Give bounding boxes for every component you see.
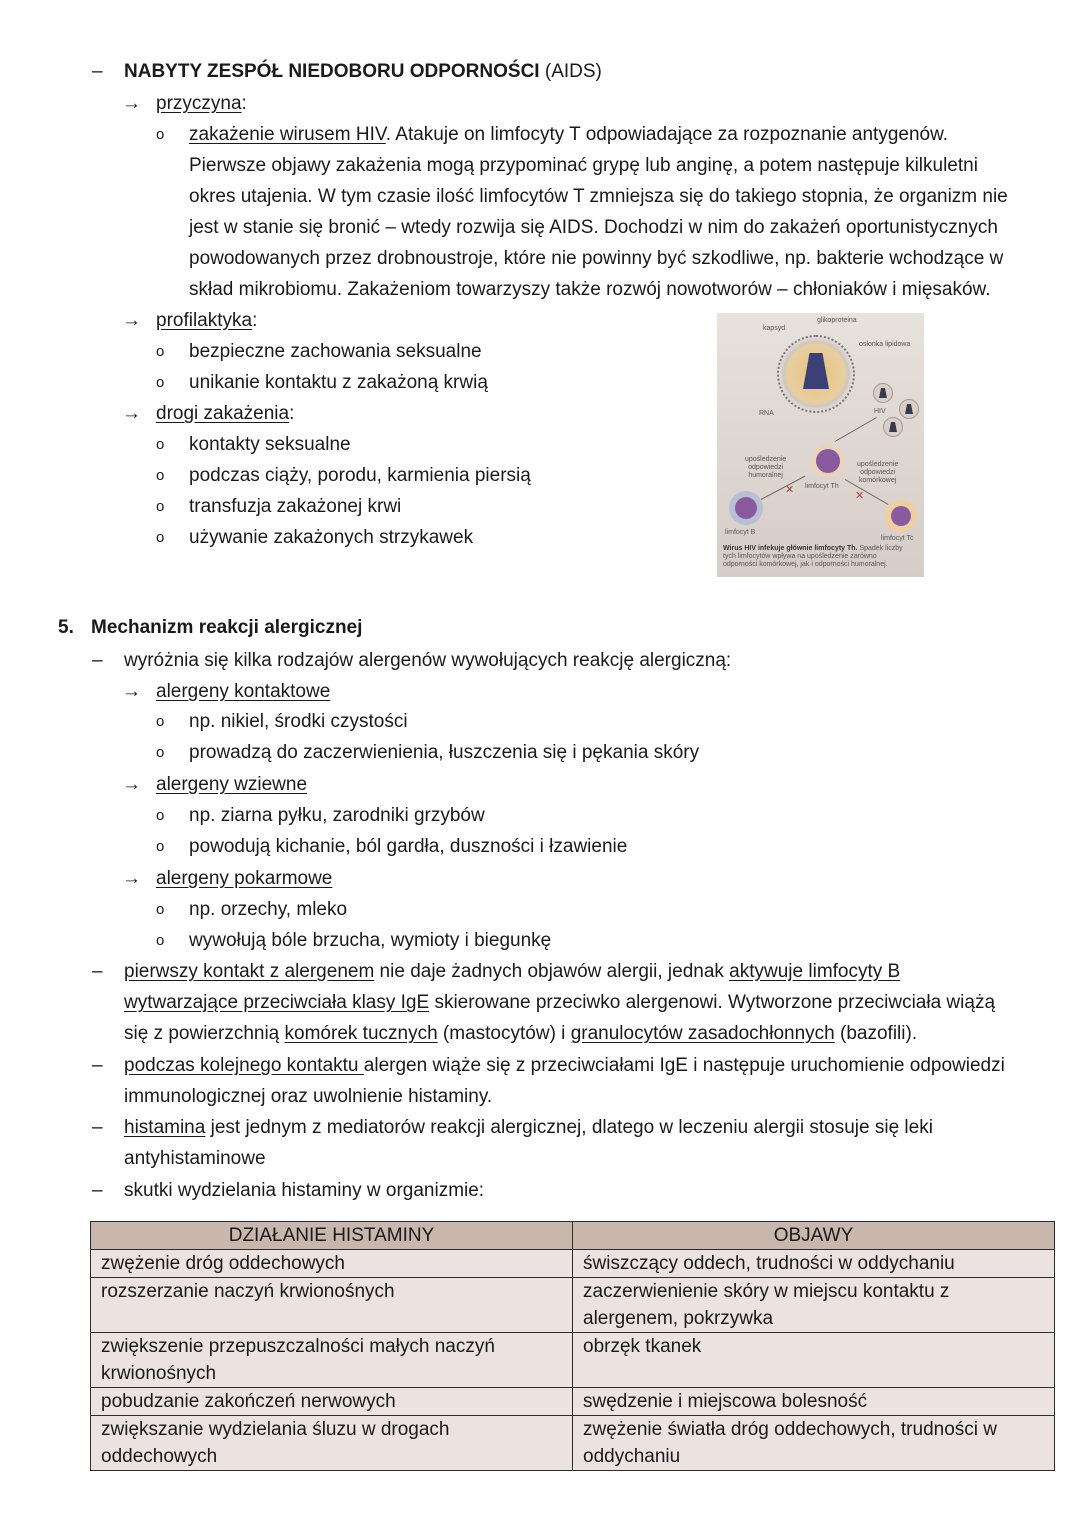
table-header: DZIAŁANIE HISTAMINY [91,1222,573,1250]
circle-bullet: o [156,343,165,360]
colon: : [241,93,247,114]
first-contact-line-1 [124,956,900,987]
lymphocyte-tc-illustration [885,500,917,532]
histamine-line-2: antyhistaminowe [124,1148,266,1169]
allergen-item: np. ziarna pyłku, zarodniki grzybów [189,805,485,826]
caption-text: Spadek liczby [857,545,903,552]
routes-label-text: drogi zakażenia [156,403,290,424]
capsid-shape [803,353,829,389]
allergen-item: np. nikiel, środki czystości [189,711,408,732]
cause-line-1 [189,119,948,150]
colon: : [289,403,295,424]
dash-bullet: – [92,1117,103,1138]
underlined-phrase: pierwszy kontakt z alergenem [124,961,375,982]
fig-label-hiv: HIV [874,408,886,415]
table-header: OBJAWY [573,1222,1055,1250]
allergen-group-food: alergeny pokarmowe [156,868,333,889]
effects-intro: skutki wydzielania histaminy w organizmie: [124,1180,485,1201]
circle-bullet: o [156,436,165,453]
circle-bullet: o [156,498,165,515]
hiv-particle-icon [899,399,919,419]
arrow-line [835,417,877,442]
allergen-item: powodują kichanie, ból gardła, duszności i łzawienie [189,836,628,857]
circle-bullet: o [156,901,165,918]
cause-line-6: skład mikrobiomu. Zakażeniom towarzyszy także rozwój nowotworów – chłoniaków i mięsaków. [189,279,991,300]
fig-label-glycoprotein: glikoproteina [817,317,857,324]
dash-bullet: – [92,1180,103,1201]
table-cell: zaczerwienienie skóry w miejscu kontaktu z alergenem, pokrzywka [573,1278,1055,1333]
cause-line-5: powodowanych przez drobnoustroje, które nie powinny być szkodliwe, np. bakterie wchodzące w [189,248,1004,269]
fig-label-capsid: kapsyd [763,325,786,332]
first-contact-line-2 [124,987,995,1018]
text: się z powierzchnią [124,1023,285,1044]
text: jest jednym z mediatorów reakcji alergicznej, dlatego w leczeniu alergii stosuje się leki [205,1117,933,1138]
underlined-phrase: komórek tucznych [284,1023,438,1044]
fig-label-humoral [745,456,786,480]
dash-bullet: – [92,1055,103,1076]
underlined-phrase: aktywuje limfocyty B [729,961,901,982]
circle-bullet: o [156,744,165,761]
prevention-label [156,305,257,336]
section-title: Mechanizm reakcji alergicznej [91,617,363,638]
hiv-particle-icon [883,417,903,437]
fig-text: odpowiedzi [748,464,784,471]
underlined-phrase: podczas kolejnego kontaktu [124,1055,364,1076]
blocked-cross-icon: ✕ [785,484,795,496]
circle-bullet: o [156,838,165,855]
cause-line-3: okres utajenia. W tym czasie ilość limfocytów T zmniejsza się do takiego stopnia, że organizm nie [189,186,1008,207]
text: nie daje żadnych objawów alergii, jednak [374,961,730,982]
circle-bullet: o [156,126,165,143]
allergen-group-contact: alergeny kontaktowe [156,681,331,702]
fig-label-lipid-envelope: osłonka lipidowa [859,341,911,348]
route-item: transfuzja zakażonej krwi [189,496,402,517]
circle-bullet: o [156,467,165,484]
text: alergen wiąże się z przeciwciałami IgE i następuje uruchomienie odpowiedzi [363,1055,1005,1076]
table-cell: świszczący oddech, trudności w oddychaniu [573,1250,1055,1278]
dash-bullet: – [92,961,103,982]
arrow-bullet: → [122,310,141,331]
fig-text: upośledzenie [745,456,787,463]
fig-label-rna: RNA [759,410,774,417]
table-row [91,1333,1055,1388]
colon: : [252,310,258,331]
table-cell: pobudzanie zakończeń nerwowych [91,1388,573,1416]
allergen-item: wywołują bóle brzucha, wymioty i biegunkę [189,930,552,951]
caption-text: tych limfocytów wpływa na upośledzenie zarówno [723,553,877,560]
arrow-bullet: → [122,403,141,424]
next-contact-line-2: immunologicznej oraz uwolnienie histaminy. [124,1086,493,1107]
table-cell: zwiększanie wydzielania śluzu w drogach oddechowych [91,1416,573,1471]
prevention-item: unikanie kontaktu z zakażoną krwią [189,372,488,393]
table-cell: swędzenie i miejscowa bolesność [573,1388,1055,1416]
text: skierowane przeciwko alergenowi. Wytworzone przeciwciała wiążą [429,992,996,1013]
histamine-line-1 [124,1112,933,1143]
aids-heading [124,56,602,87]
cause-label [156,88,247,119]
arrow-bullet: → [122,868,141,889]
caption-text: odporności komórkowej, jak i odporności humoralnej. [723,561,888,568]
dash-bullet: – [92,650,103,671]
table-row [91,1250,1055,1278]
next-contact-line-1 [124,1050,1005,1081]
circle-bullet: o [156,529,165,546]
lymphocyte-th-illustration [811,444,845,478]
circle-bullet: o [156,713,165,730]
underlined-phrase: granulocytów zasadochłonnych [570,1023,835,1044]
arrow-bullet: → [122,681,141,702]
allergen-intro: wyróżnia się kilka rodzajów alergenów wywołujących reakcję alergiczną: [124,650,732,671]
hiv-particle-icon [873,383,893,403]
circle-bullet: o [156,807,165,824]
lymphocyte-b-illustration [729,491,763,525]
text: (bazofili). [834,1023,918,1044]
routes-label [156,398,294,429]
route-item: kontakty seksualne [189,434,351,455]
arrow-bullet: → [122,774,141,795]
route-item: podczas ciąży, porodu, karmienia piersią [189,465,531,486]
cause-label-text: przyczyna [156,93,242,114]
prevention-label-text: profilaktyka [156,310,253,331]
cause-line-1-rest: . Atakuje on limfocyty T odpowiadające za rozpoznanie antygenów. [385,124,949,145]
fig-label-cellular [857,461,898,485]
figure-caption [723,545,903,569]
allergen-item: prowadzą do zaczerwienienia, łuszczenia się i pękania skóry [189,742,700,763]
hiv-virion-illustration [777,335,855,413]
blocked-cross-icon: ✕ [855,490,865,502]
table-cell: rozszerzanie naczyń krwionośnych [91,1278,573,1333]
circle-bullet: o [156,932,165,949]
table-header-row [91,1222,1055,1250]
table-cell: zwiększenie przepuszczalności małych naczyń krwionośnych [91,1333,573,1388]
table-row [91,1416,1055,1471]
table-row [91,1278,1055,1333]
allergen-group-inhaled: alergeny wziewne [156,774,308,795]
table-cell: zwężenie światła dróg oddechowych, trudności w oddychaniu [573,1416,1055,1471]
cause-hiv-underlined: zakażenie wirusem HIV [189,124,386,145]
fig-text: odpowiedzi [860,469,896,476]
allergen-item: np. orzechy, mleko [189,899,348,920]
aids-heading-abbr: (AIDS) [539,61,602,82]
fig-label-th: limfocyt Th [805,483,839,490]
circle-bullet: o [156,374,165,391]
fig-text: komórkowej [858,477,897,484]
route-item: używanie zakażonych strzykawek [189,527,474,548]
fig-label-b: limfocyt B [725,529,756,536]
first-contact-line-3 [124,1018,917,1049]
section-number: 5. [58,617,74,638]
table-cell: obrzęk tkanek [573,1333,1055,1388]
underlined-phrase: histamina [124,1117,206,1138]
dash-bullet: – [92,61,103,82]
table-row [91,1388,1055,1416]
histamine-effects-table [90,1221,1055,1471]
fig-text: upośledzenie [857,461,899,468]
cause-line-4: jest w stanie się bronić – wtedy rozwija się AIDS. Dochodzi w nim do zakażeń oportunistycznych [189,217,998,238]
hiv-diagram-photo [717,313,924,577]
prevention-item: bezpieczne zachowania seksualne [189,341,482,362]
caption-bold: Wirus HIV infekuje głównie limfocyty Th. [723,545,858,552]
fig-text: humoralnej [748,472,783,479]
cause-line-2: Pierwsze objawy zakażenia mogą przypominać grypę lub anginę, a potem następuje kilkuletni [189,155,978,176]
arrow-bullet: → [122,93,141,114]
underlined-phrase: wytwarzające przeciwciała klasy IgE [124,992,430,1013]
text: (mastocytów) i [437,1023,571,1044]
aids-heading-bold: NABYTY ZESPÓŁ NIEDOBORU ODPORNOŚCI [124,61,540,82]
table-cell: zwężenie dróg oddechowych [91,1250,573,1278]
fig-label-tc: limfocyt Tc [881,535,914,542]
